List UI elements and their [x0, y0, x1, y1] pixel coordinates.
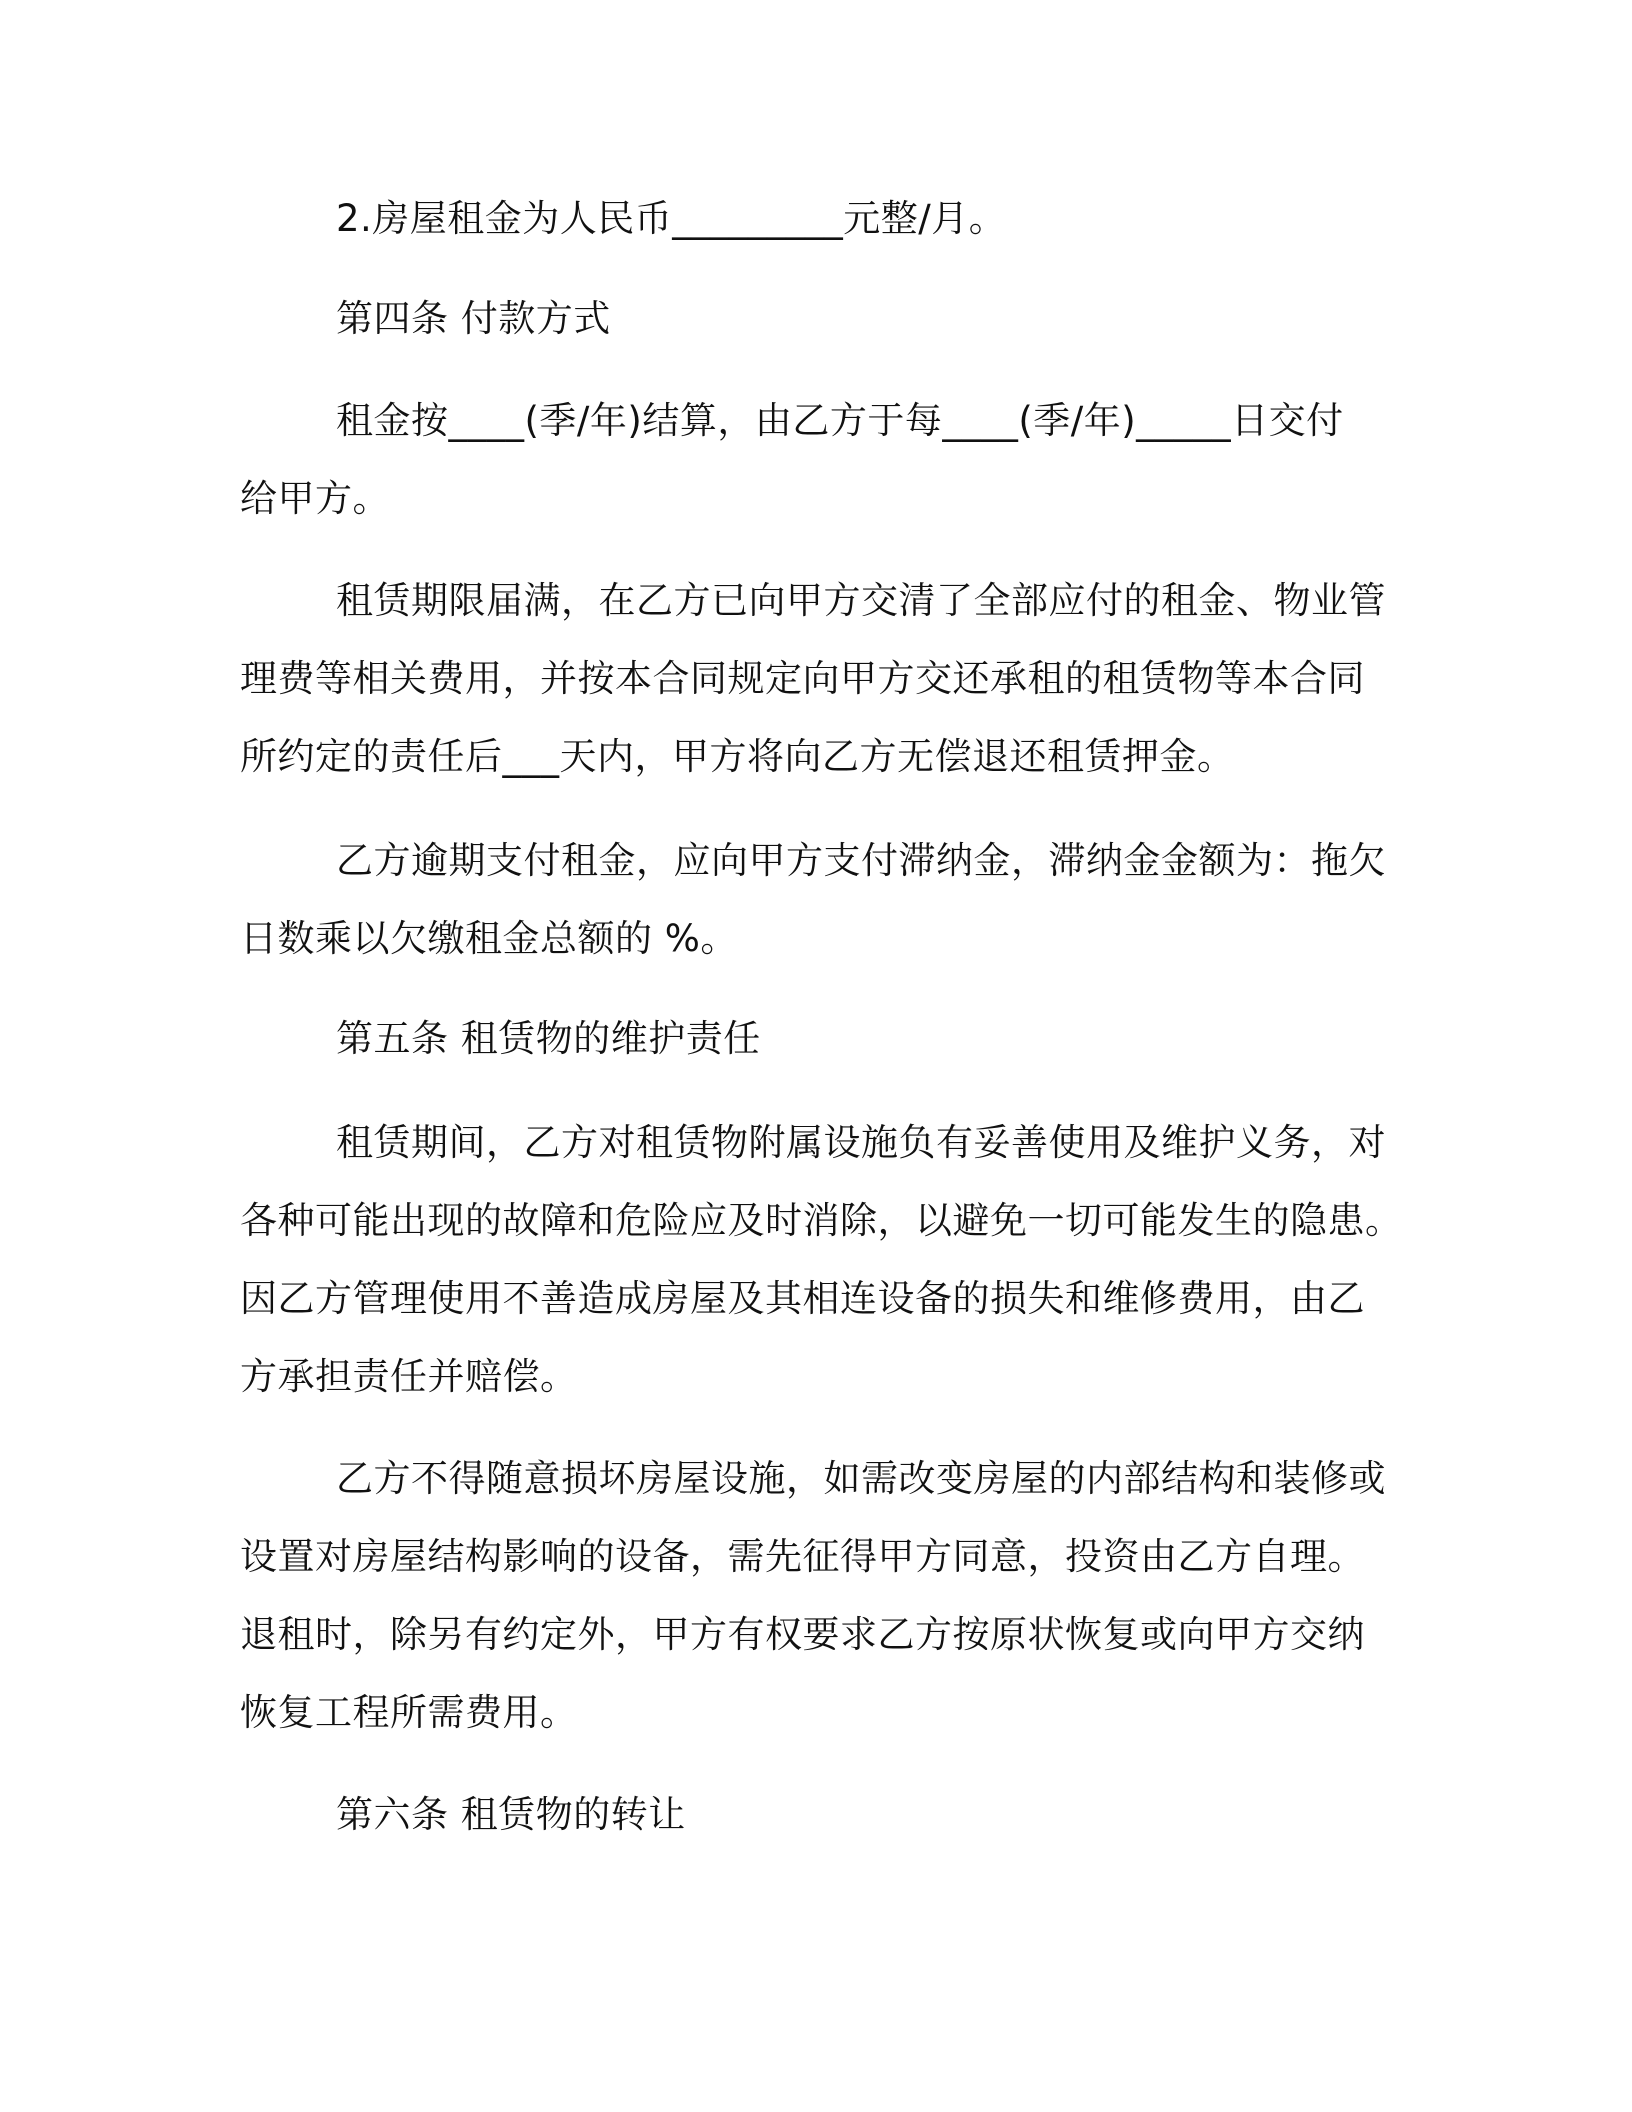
alteration-rules-line-2: 设置对房屋结构影响的设备，需先征得甲方同意，投资由乙方自理。: [240, 1535, 1365, 1578]
alteration-rules-line-4: 恢复工程所需费用。: [240, 1691, 578, 1734]
deposit-refund-paragraph: [240, 562, 1386, 796]
article-6-heading-text: 第六条 租赁物的转让: [336, 1793, 686, 1836]
deposit-refund-line-3: 所约定的责任后___天内，甲方将向乙方无偿退还租赁押金。: [240, 735, 1235, 778]
alteration-rules-line-3: 退租时，除另有约定外，甲方有权要求乙方按原状恢复或向甲方交纳: [240, 1613, 1365, 1656]
late-fee-line-1: 乙方逾期支付租金，应向甲方支付滞纳金，滞纳金金额为：拖欠: [336, 839, 1386, 882]
deposit-refund-line-1: 租赁期限届满，在乙方已向甲方交清了全部应付的租金、物业管: [336, 579, 1386, 622]
maintenance-duty-paragraph: [240, 1104, 1403, 1416]
article-4-heading: [240, 280, 1376, 358]
maintenance-duty-line-2: 各种可能出现的故障和危险应及时消除，以避免一切可能发生的隐患。: [240, 1199, 1403, 1242]
article-5-heading: [240, 1000, 1376, 1078]
maintenance-duty-line-1: 租赁期间，乙方对租赁物附属设施负有妥善使用及维护义务，对: [336, 1121, 1386, 1164]
late-fee-paragraph: [240, 822, 1386, 978]
payment-schedule-paragraph: [240, 382, 1376, 538]
article-6-heading: [240, 1776, 1376, 1854]
late-fee-line-2: 日数乘以欠缴租金总额的 %。: [240, 917, 738, 960]
alteration-rules-paragraph: [240, 1440, 1386, 1752]
alteration-rules-line-1: 乙方不得随意损坏房屋设施，如需改变房屋的内部结构和装修或: [336, 1457, 1386, 1500]
rent-amount-paragraph: [240, 180, 1376, 258]
maintenance-duty-line-3: 因乙方管理使用不善造成房屋及其相连设备的损失和维修费用，由乙: [240, 1277, 1365, 1320]
article-5-heading-text: 第五条 租赁物的维护责任: [336, 1017, 761, 1060]
deposit-refund-line-2: 理费等相关费用，并按本合同规定向甲方交还承租的租赁物等本合同: [240, 657, 1365, 700]
payment-schedule-line-1: 租金按____(季/年)结算，由乙方于每____(季/年)_____日交付: [336, 399, 1344, 442]
payment-schedule-line-2: 给甲方。: [240, 477, 390, 520]
article-4-heading-text: 第四条 付款方式: [336, 297, 611, 340]
maintenance-duty-line-4: 方承担责任并赔偿。: [240, 1355, 578, 1398]
rent-amount-line: 2.房屋租金为人民币_________元整/月。: [336, 197, 1007, 240]
